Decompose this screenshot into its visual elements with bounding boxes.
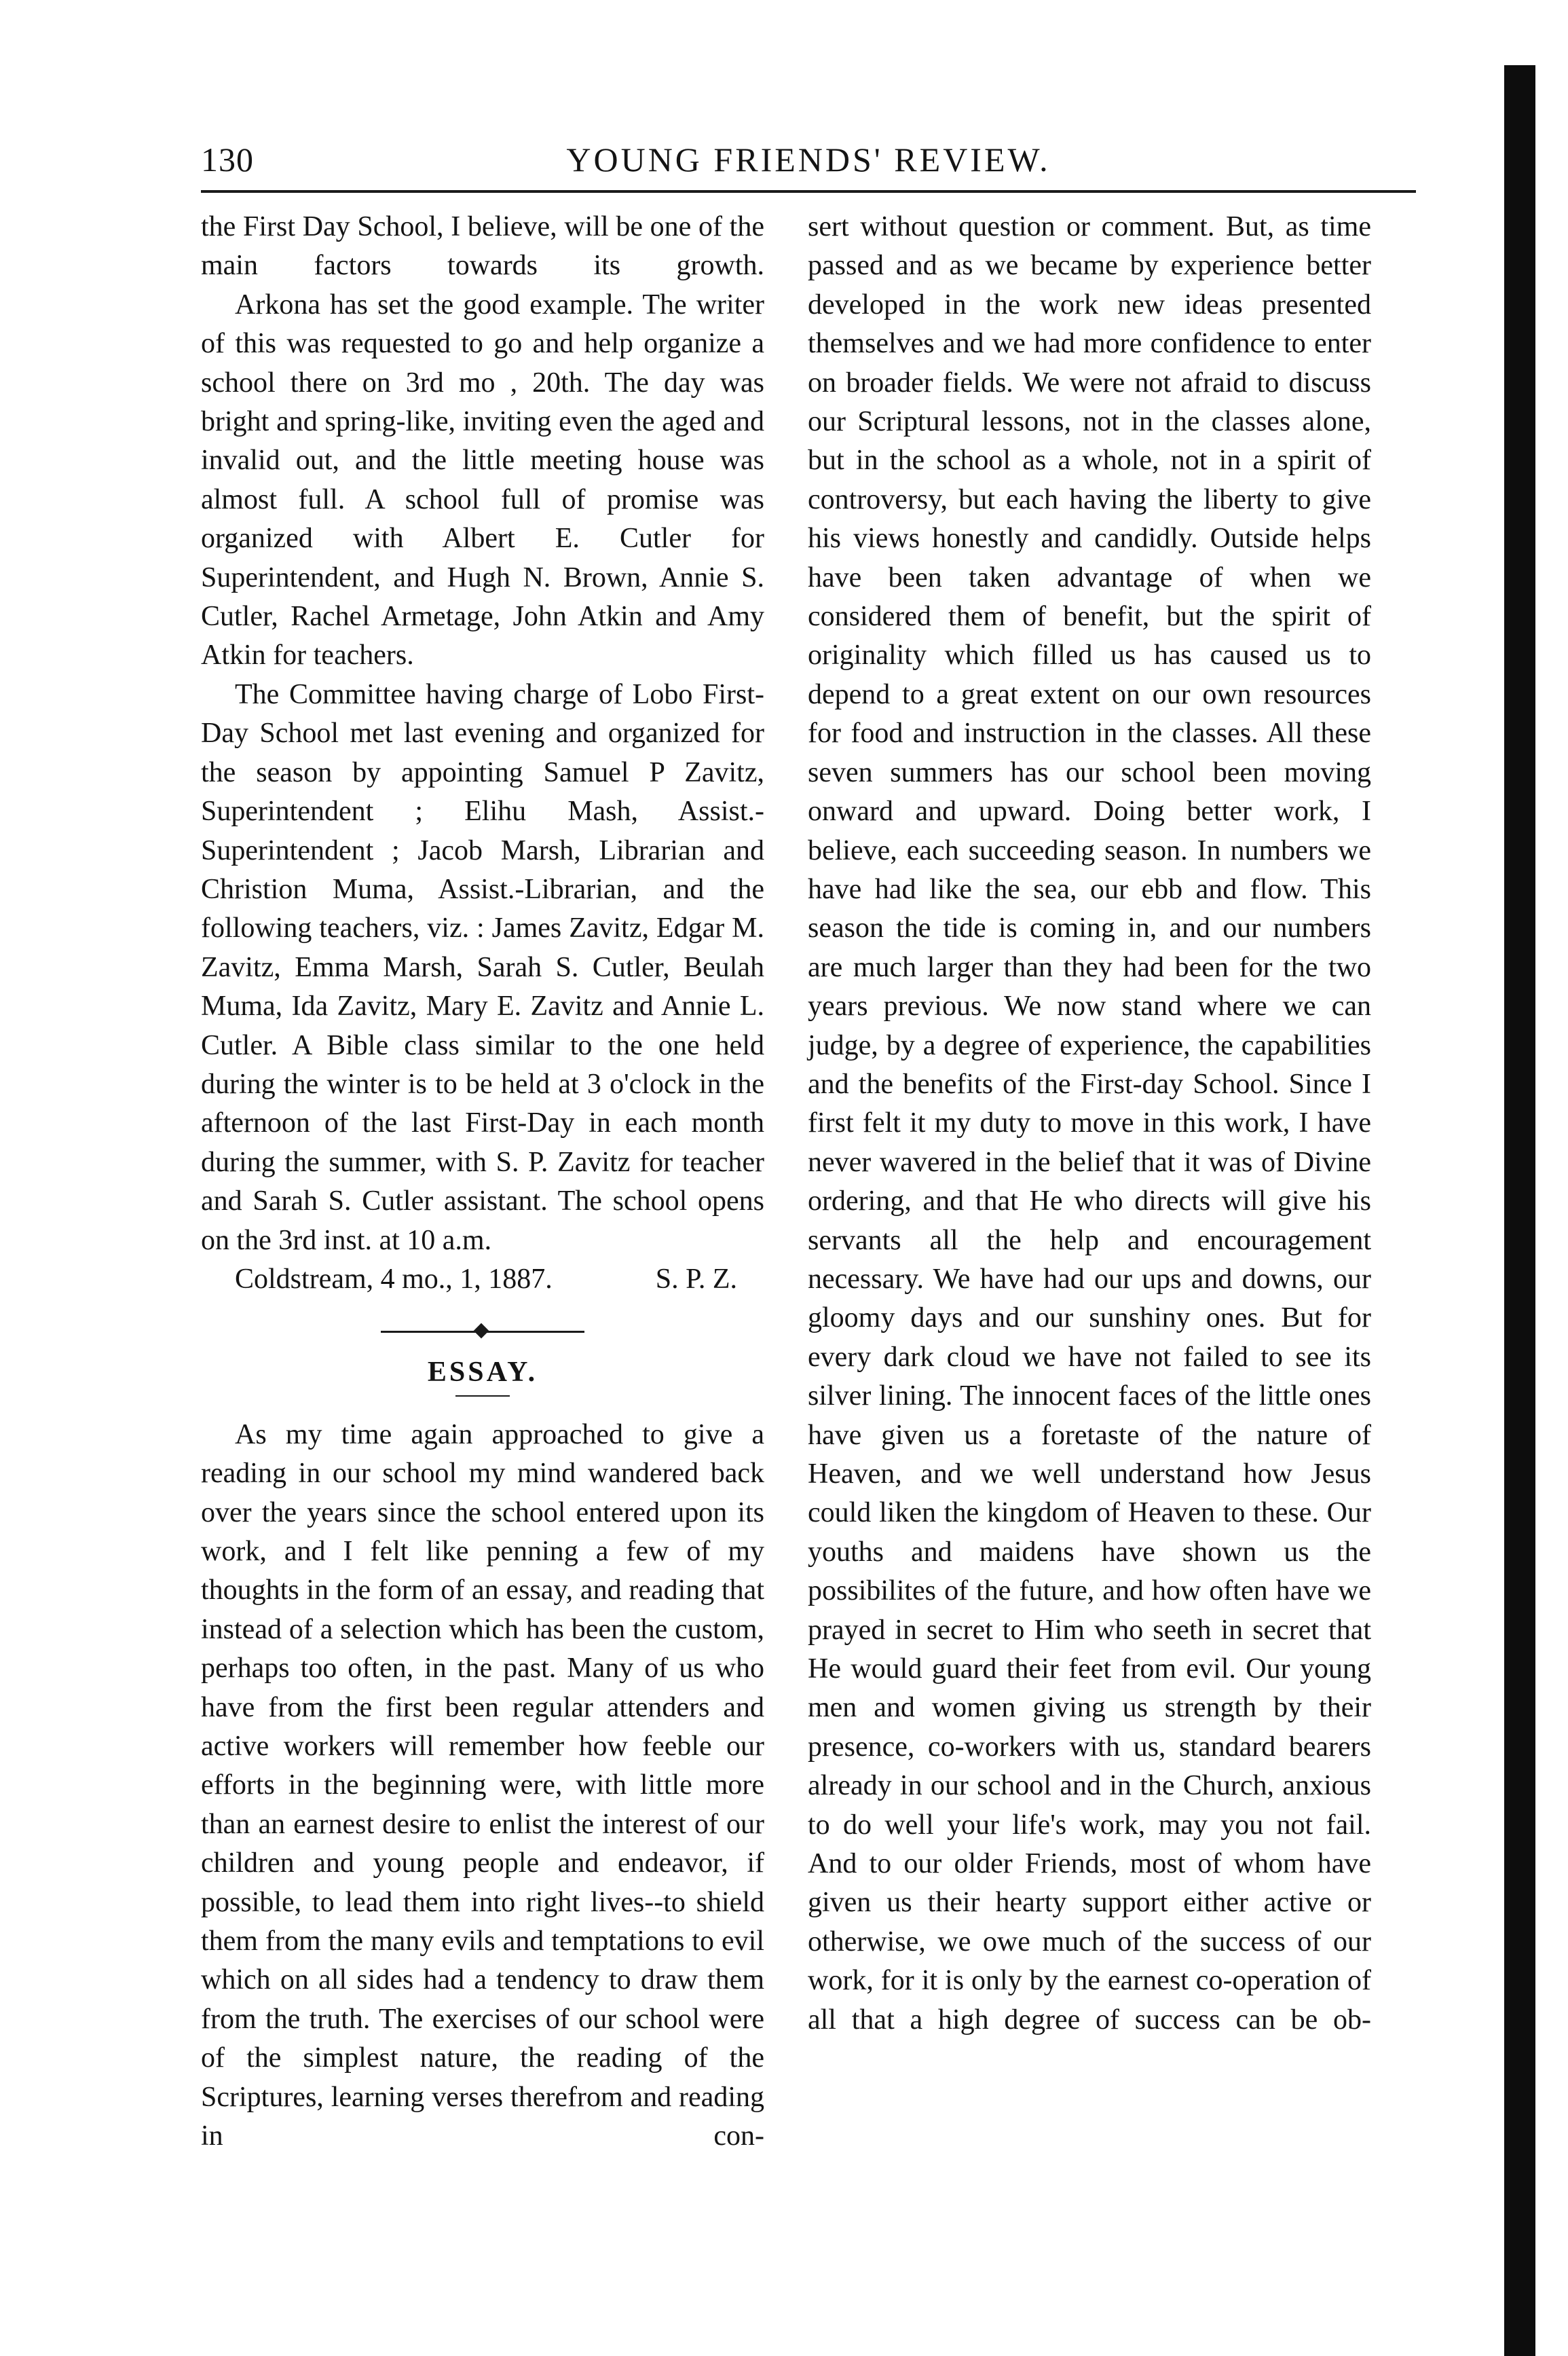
essay-title-rule: [455, 1395, 510, 1397]
right-column: [808, 208, 1371, 2040]
ornament-diamond: [474, 1323, 489, 1339]
section-ornament: [381, 1325, 584, 1338]
page-header: [201, 134, 1416, 189]
paragraph-arkona: Arkona has set the good example. The writer of this was requested to go and help organize a school there on 3rd mo , 20th. The day was bright and spring-like, inviting even the aged and invalid out, and the little meeting house was almost full. A school full of promise was organized with Albert E. Cutler for Superintendent, and Hugh N. Brown, Annie S. Cutler, Rachel Armetage, John Atkin and Amy Atkin for teachers.: [201, 289, 764, 671]
running-title: YOUNG FRIENDS' REVIEW.: [566, 141, 1051, 179]
page-number: 130: [201, 141, 254, 179]
paragraph-lobo: The Committee having charge of Lobo First-Day School met last evening and organized for the season by appointing Samuel P Zavitz, Superintendent ; Elihu Mash, Assist.-Superintendent ; Jacob Marsh, Librarian and Christion Muma, Assist.-Librarian, and the following teachers, viz. : James Zavitz, Edgar M. Zavitz, Emma Marsh, Sarah S. Cutler, Beulah Muma, Ida Zavitz, Mary E. Zavitz and Annie L. Cutler. A Bible class similar to the one held during the winter is to be held at 3 o'clock in the afternoon of the last First-Day in each month during the summer, with S. P. Zavitz for teacher and Sarah S. Cutler assistant. The school opens on the 3rd inst. at 10 a.m.: [201, 678, 764, 1256]
scan-edge-bar: [1504, 65, 1535, 2356]
essay-title: ESSAY.: [427, 1357, 538, 1388]
left-column: [201, 208, 764, 2156]
essay-paragraph-1: As my time again approached to give a reading in our school my mind wandered back over the years since the school entered upon its work, and I felt like penning a few of my thoughts in the form of an essay, and reading that instead of a selection which has been the custom, perhaps too often, in the past. Many of us who have from the first been regular attenders and active workers will remember how feeble our efforts in the beginning were, with little more than an earnest desire to enlist the interest of our children and young people and endeavor, if possible, to lead them into right lives--to shield them from the many evils and temptations to evil which on all sides had a tendency to draw them from the truth. The exercises of our school were of the simplest nature, the reading of the Scriptures, learning verses therefrom and reading in con-: [201, 1418, 764, 2152]
header-rule: [201, 190, 1416, 193]
signoff-place-date: Coldstream, 4 mo., 1, 1887.: [235, 1263, 553, 1295]
signoff-initials: S. P. Z.: [655, 1263, 737, 1295]
paragraph-continuation: the First Day School, I believe, will be one of the main factors towards its growth.: [201, 211, 764, 282]
signoff: [201, 1260, 764, 1299]
essay-paragraph-continued: sert without question or comment. But, as time passed and as we became by experience better developed in the work new ideas presented themselves and we had more confidence to enter on broader fields. We were not afraid to discuss our Scriptural lessons, not in the classes alone, but in the school as a whole, not in a spirit of controversy, but each having the liberty to give his views honestly and candidly. Outside helps have been taken advantage of when we considered them of benefit, but the spirit of originality which filled us has caused us to depend to a great extent on our own resources for food and instruction in the classes. All these seven summers has our school been moving onward and upward. Doing better work, I believe, each succeeding season. In numbers we have had like the sea, our ebb and flow. This season the tide is coming in, and our numbers are much larger than they had been for the two years previous. We now stand where we can judge, by a degree of experience, the capabilities and the benefits of the First-day School. Since I first felt it my duty to move in this work, I have never wavered in the belief that it was of Divine ordering, and that He who directs will give his servants all the help and encouragement necessary. We have had our ups and downs, our gloomy days and our sunshiny ones. But for every dark cloud we have not failed to see its silver lining. The innocent faces of the little ones have given us a foretaste of the nature of Heaven, and we well understand how Jesus could liken the kingdom of Heaven to these. Our youths and maidens have shown us the possibilites of the future, and how often have we prayed in secret to Him who seeth in secret that He would guard their feet from evil. Our young men and women giving us strength by their presence, co-workers with us, standard bearers already in our school and in the Church, anxious to do well your life's work, may you not fail. And to our older Friends, most of whom have given us their hearty support either active or otherwise, we owe much of the success of our work, for it is only by the earnest co-operation of all that a high degree of success can be ob-: [808, 211, 1371, 2036]
